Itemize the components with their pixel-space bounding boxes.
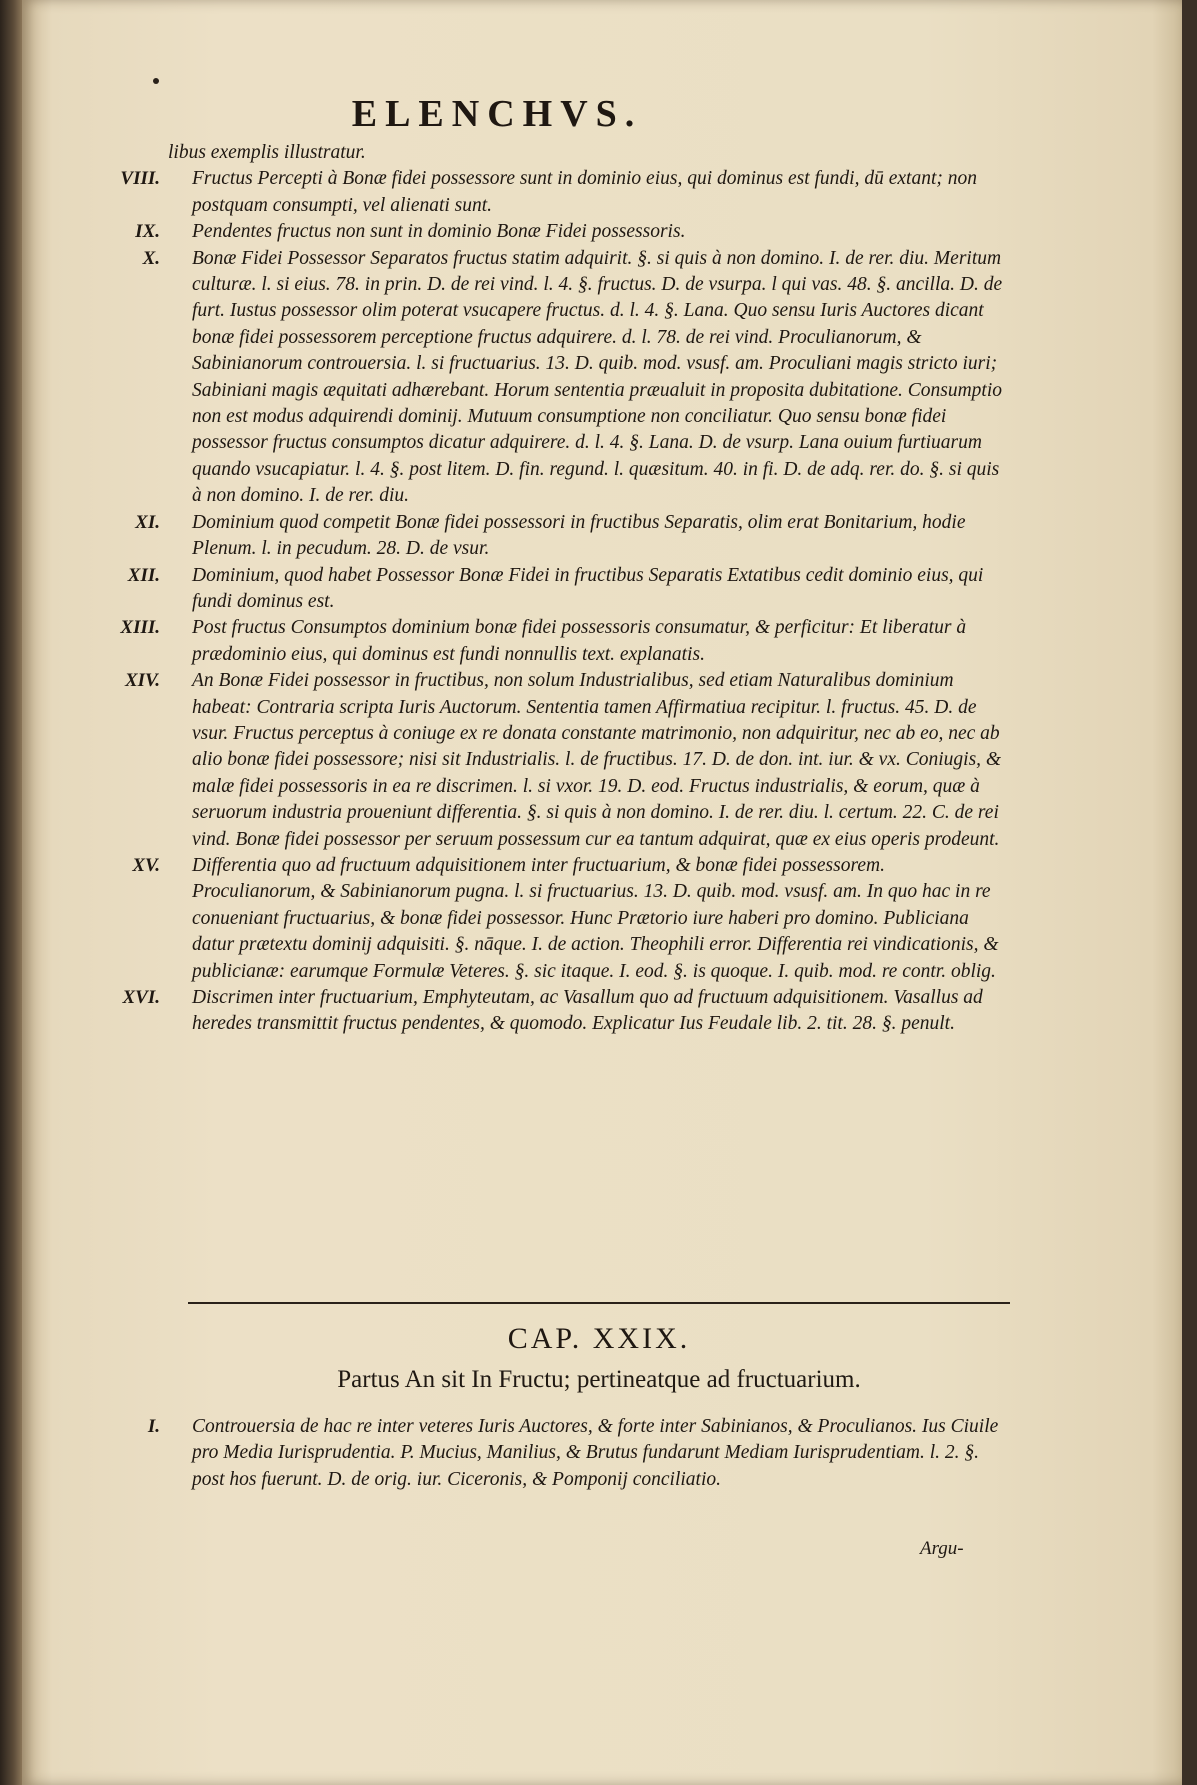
entry-number: XVI. (122, 987, 160, 1008)
catchword: Argu- (920, 1538, 964, 1559)
index-entry (122, 985, 1008, 1038)
entry-text: Dominium, quod habet Possessor Bonæ Fidei in fructibus Separatis Extatibus cedit dominio eius, qui fundi dominus est. (192, 564, 984, 612)
chapter-entries (147, 1414, 1008, 1493)
entry-number: I. (147, 1416, 160, 1437)
entry-text: Fructus Percepti à Bonæ fidei possessore sunt in dominio eius, qui dominus est fundi, dū extant; non postquam consumpti, vel alienati sunt. (192, 168, 977, 216)
index-entry (120, 166, 1008, 219)
entry-number: XIV. (124, 670, 160, 692)
entry-number: VIII. (120, 168, 160, 190)
index-entry (132, 853, 1008, 985)
chapter-subtitle: Partus An sit In Fructu; pertineatque ad fructuarium. (337, 1366, 861, 1393)
book-spine (0, 0, 22, 1785)
entry-number: XII. (127, 564, 160, 586)
entry-number: XIII. (120, 617, 160, 639)
chapter-title: CAP. XXIX. (507, 1322, 691, 1355)
index-entry (127, 563, 1008, 616)
section-divider (188, 1302, 1010, 1304)
entry-text: libus exemplis illustratur. (168, 142, 366, 163)
index-entry (135, 219, 1008, 245)
entry-number: IX. (135, 221, 160, 243)
entry-number: XI. (135, 511, 160, 533)
entry-text: Bonæ Fidei Possessor Separatos fructus statim adquirit. §. si quis à non domino. I. de rer. diu. Meritum culturæ. l. si eius. 78. in prin. D. de rei vind. l. 4. §. fructus. D. de vsurpa. l qui vas. 48. §. ancilla. D. de furt. Iustus possessor olim poterat vsucapere fructus. d. l. 4. §. Lana. Quo sensu Iuris Auctores dicant bonæ fidei possessorem perceptione fructus adquirere. d. l. 78. de rei vind. Proculianorum, & Sabinianorum controuersia. l. si fructuarius. 13. D. quib. mod. vsusf. am. Proculiani magis stricto iuri; Sabiniani magis æquitati adhærebant. Horum sententia præualuit in proposita dubitatione. Consumptio non est modus adquirendi dominij. Mutuum consumptione non conciliatur. Quo sensu bonæ fidei possessor fructus consumptos dicatur adquirere. d. l. 4. §. Lana. D. de vsurp. Lana ouium furtiuarum quando vsucapiatur. l. 4. §. post litem. D. fin. regund. l. quæsitum. 40. in fi. D. de adq. rer. do. §. si quis à non domino. I. de rer. diu. (192, 247, 1003, 507)
entry-text: Differentia quo ad fructuum adquisitionem inter fructuarium, & bonæ fidei possessorem. Proculianorum, & Sabinianorum pugna. l. si fructuarius. 13. D. quib. mod. vsusf. am. In quo hac in re conueniant fructuarius, & bonæ fidei possessor. Hunc Prætorio iure haberi pro domino. Publiciana datur prætextu dominij adquisiti. §. nāque. I. de action. Theophili error. Differentia rei vindicationis, & publicianæ: earumque Formulæ Veteres. §. sic itaque. I. eod. §. is quoque. I. quib. mod. re contr. oblig. (192, 854, 999, 982)
index-entry (144, 140, 1008, 166)
entry-text: Post fructus Consumptos dominium bonæ fidei possessoris consumatur, & perficitur: Et liberatur à prædominio eius, qui dominus est fundi nonnullis text. explanatis. (192, 617, 967, 665)
index-entry (124, 668, 1008, 853)
entry-number: X. (142, 247, 160, 269)
index-entry (147, 1414, 1008, 1493)
entry-text: An Bonæ Fidei possessor in fructibus, non solum Industrialibus, sed etiam Naturalibus dominium habeat: Contraria scripta Iuris Auctorum. Sententia tamen Affirmatiua recipitur. l. fructus. 45. D. de vsur. Fructus perceptus à coniuge ex re donata constante matrimonio, non adquiritur, nec ab eo, nec ab alio bonæ fidei possessore; nisi sit Industrialis. l. de fructibus. 17. D. de don. int. iur. & vx. Coniugis, & malæ fidei possessoris in ea re discrimen. l. si vxor. 19. D. eod. Fructus industrialis, & eorum, quæ à seruorum industria proueniunt differentia. §. si quis à non domino. I. de rer. diu. l. certum. 22. C. de rei vind. Bonæ fidei possessor per seruum possessum cur ea tantum adquirat, quæ ex eius operis prodeunt. (192, 670, 1002, 850)
entry-text: Controuersia de hac re inter veteres Iuris Auctores, & forte inter Sabinianos, & Proculianos. Ius Ciuile pro Media Iurisprudentia. P. Mucius, Manilius, & Brutus fundarunt Mediam Iurisprudentiam. l. 2. §. post hos fuerunt. D. de orig. iur. Ciceronis, & Pomponij conciliatio. (192, 1416, 999, 1490)
index-entries (120, 140, 1008, 1038)
index-entry (135, 510, 1008, 563)
entry-text: Dominium quod competit Bonæ fidei possessori in fructibus Separatis, olim erat Bonitarium, hodie Plenum. l. in pecudum. 28. D. de vsur. (192, 511, 966, 560)
entry-number: XV. (132, 854, 160, 876)
book-page (22, 0, 1182, 1785)
index-entry (142, 246, 1008, 510)
entry-text: Pendentes fructus non sunt in dominio Bonæ Fidei possessoris. (192, 221, 686, 243)
ink-dot (153, 78, 159, 84)
index-entry (120, 615, 1008, 668)
entry-text: Discrimen inter fructuarium, Emphyteutam, ac Vasallum quo ad fructuum adquisitionem. Vasallus ad heredes transmittit fructus pendentes, & quomodo. Explicatur Ius Feudale lib. 2. tit. 28. §. penult. (192, 987, 983, 1035)
page-header: ELENCHVS. (351, 93, 643, 135)
